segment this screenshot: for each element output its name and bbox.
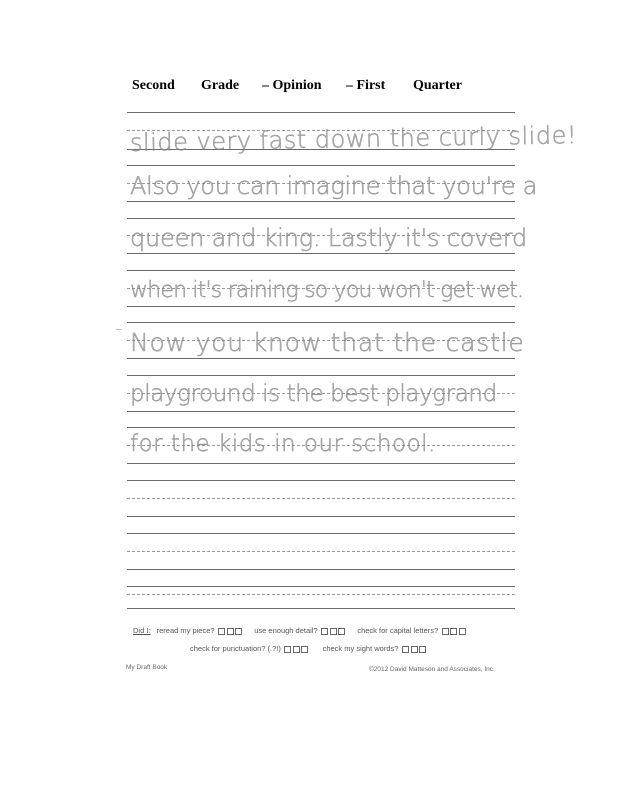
checkbox[interactable]: [330, 628, 337, 635]
handwriting-line: queen and king. Lastly it's coverd: [130, 224, 528, 252]
rule-line: [127, 586, 515, 587]
handwriting-line: Also you can imagine that you're a: [130, 172, 538, 200]
checklist-heading: Did I:: [133, 626, 151, 635]
header-quarter: Quarter: [413, 78, 462, 93]
header-second: Second: [132, 78, 175, 93]
checkbox[interactable]: [235, 628, 242, 635]
rule-line: [127, 463, 515, 464]
footer-left: My Draft Book: [126, 664, 168, 671]
checklist-reread: reread my piece?: [156, 626, 215, 635]
checklist-row-2: [190, 644, 426, 653]
checkbox[interactable]: [450, 628, 457, 635]
handwriting-line: when it's raining so you won't get wet.: [130, 278, 524, 303]
rule-line: [127, 270, 515, 271]
checklist-sight: check my sight words?: [322, 644, 399, 653]
page-header: [0, 78, 618, 98]
checkbox[interactable]: [402, 646, 409, 653]
checklist-detail: use enough detail?: [254, 626, 318, 635]
checklist-capital: check for capital letters?: [357, 626, 439, 635]
checklist-row-1: [133, 626, 466, 635]
guide-line: [127, 498, 515, 499]
rule-line: [127, 253, 515, 254]
checkbox[interactable]: [321, 628, 328, 635]
rule-line: [127, 218, 515, 219]
checkbox[interactable]: [411, 646, 418, 653]
handwriting-line: Now you know that the castle: [130, 328, 525, 357]
header-first: – First: [346, 78, 386, 93]
rule-line: [127, 165, 515, 166]
rule-line: [127, 375, 515, 376]
footer-right: ©2012 David Matteson and Associates, Inc.: [369, 666, 495, 673]
checkbox[interactable]: [227, 628, 234, 635]
checkbox[interactable]: [459, 628, 466, 635]
guide-line: [127, 594, 515, 595]
rule-line: [127, 201, 515, 202]
rule-line: [127, 516, 515, 517]
rule-line: [127, 112, 515, 113]
rule-line: [127, 480, 515, 481]
handwriting-line: playground is the best playgrand: [130, 381, 497, 407]
rule-line: [127, 533, 515, 534]
rule-line: [127, 569, 515, 570]
checkbox[interactable]: [442, 628, 449, 635]
checklist-punctuation: check for punctuation? (.?!): [190, 644, 281, 653]
checkbox[interactable]: [218, 628, 225, 635]
rule-line: [127, 411, 515, 412]
rule-line: [127, 427, 515, 428]
header-grade: Grade: [201, 78, 240, 93]
rule-line: [127, 306, 515, 307]
rule-line: [127, 608, 515, 609]
margin-mark: –: [116, 324, 122, 335]
checkbox[interactable]: [301, 646, 308, 653]
handwriting-line: for the kids in our school.: [130, 431, 436, 457]
checkbox[interactable]: [338, 628, 345, 635]
checkbox[interactable]: [419, 646, 426, 653]
rule-line: [127, 358, 515, 359]
header-opinion: – Opinion: [262, 78, 322, 93]
guide-line: [127, 551, 515, 552]
checkbox[interactable]: [284, 646, 291, 653]
handwriting-line: slide very fast down the curly slide!: [129, 121, 578, 157]
checkbox[interactable]: [293, 646, 300, 653]
rule-line: [127, 322, 515, 323]
